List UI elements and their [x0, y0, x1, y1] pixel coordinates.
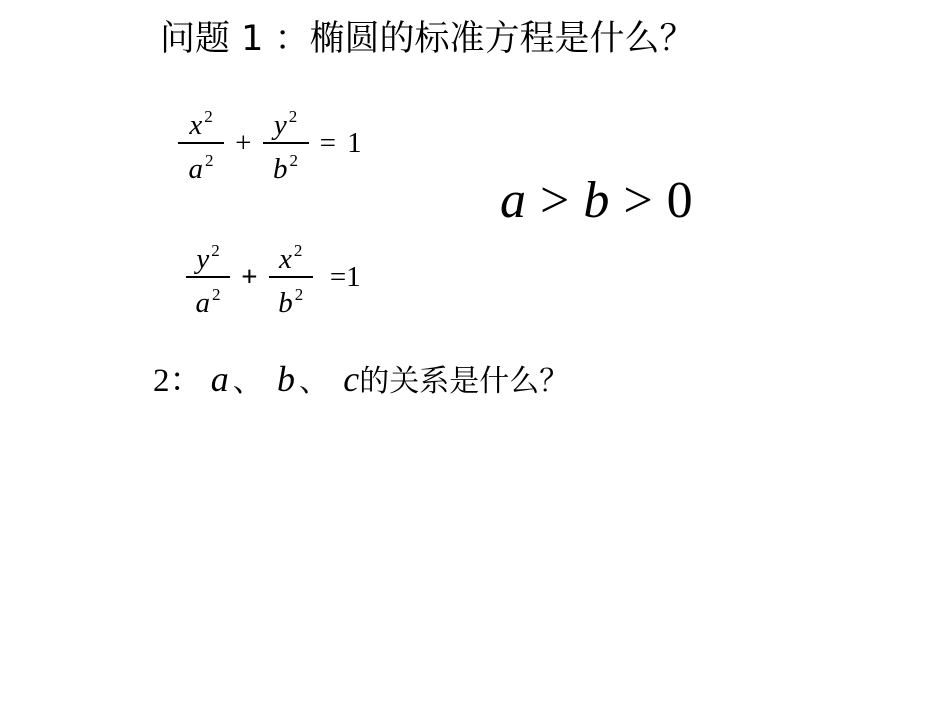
equation-rhs: =1 — [329, 260, 361, 293]
equation-rhs: 1 — [347, 126, 362, 159]
enumeration-comma: 、 — [232, 364, 263, 399]
fraction-numerator: x $^2$ — [279, 241, 303, 275]
inequality-a-b-zero — [500, 168, 693, 234]
greater-than-sign: > — [540, 172, 570, 229]
plus-sign: + — [241, 260, 258, 293]
fraction-denominator: a $^2$ — [195, 285, 221, 319]
fraction-y-over-a — [186, 234, 230, 320]
variable-b: b — [583, 172, 610, 229]
variable-b: b — [277, 359, 295, 399]
greater-than-sign: > — [623, 172, 653, 229]
ellipse-equation-horizontal — [178, 100, 362, 186]
question-2-number: 2： — [153, 363, 203, 399]
fraction-x-over-b — [269, 234, 313, 320]
variable-a: a — [210, 359, 229, 399]
fraction-denominator: b $^2$ — [278, 285, 304, 319]
question-2-tail: 的关系是什么？ — [359, 364, 570, 399]
enumeration-comma: 、 — [299, 364, 329, 399]
ellipse-equation-vertical — [186, 234, 361, 320]
fraction-denominator: b $^2$ — [273, 151, 299, 185]
fraction-x-over-a — [178, 100, 224, 186]
plus-sign: + — [235, 126, 252, 159]
question-2-text — [153, 356, 569, 405]
fraction-numerator: y $^2$ — [273, 107, 298, 141]
variable-a: a — [500, 172, 526, 229]
fraction-numerator: y $^2$ — [196, 241, 220, 275]
equals-sign: = — [319, 126, 336, 159]
fraction-y-over-b — [263, 100, 309, 186]
zero: 0 — [666, 172, 693, 229]
fraction-denominator: a $^2$ — [188, 151, 214, 185]
fraction-numerator: x $^2$ — [189, 107, 213, 141]
variable-c: c — [343, 359, 360, 399]
question-1-text: 问题 1 ：椭圆的标准方程是什么？ — [160, 19, 695, 59]
